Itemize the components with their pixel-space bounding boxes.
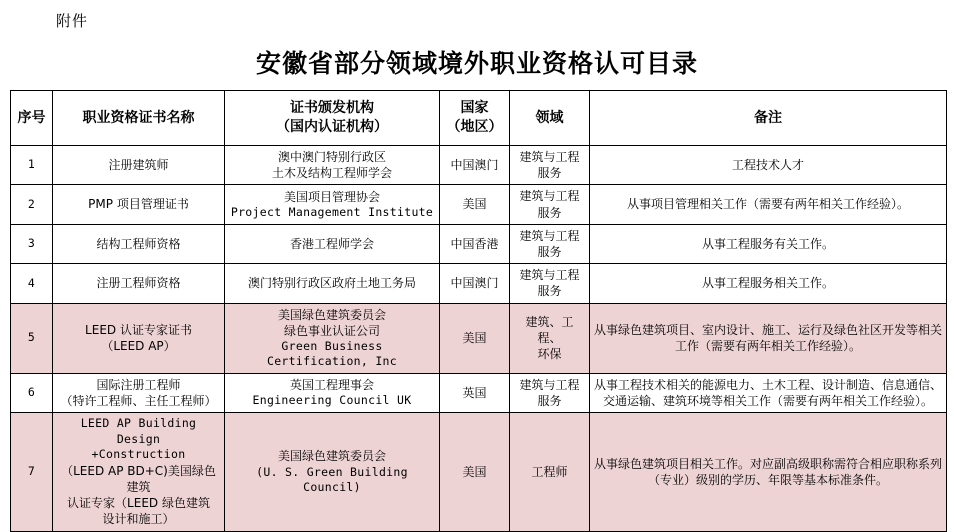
cell-organization: 美国绿色建筑委员会 (U. S. Green Building Council) bbox=[225, 413, 440, 531]
table-row bbox=[11, 146, 947, 185]
cell-certificate: LEED 认证专家证书 （LEED AP） bbox=[53, 303, 225, 373]
cell-certificate: 注册工程师资格 bbox=[53, 264, 225, 303]
cell-index: 6 bbox=[11, 373, 53, 412]
cell-organization: 美国项目管理协会 Project Management Institute bbox=[225, 185, 440, 224]
page-title: 安徽省部分领域境外职业资格认可目录 bbox=[255, 49, 698, 78]
qualification-table bbox=[10, 90, 947, 532]
column-header-field: 领域 bbox=[510, 91, 590, 146]
cell-index: 1 bbox=[11, 146, 53, 185]
cell-organization: 英国工程理事会 Engineering Council UK bbox=[225, 373, 440, 412]
cell-country: 中国澳门 bbox=[440, 146, 510, 185]
cell-country: 中国香港 bbox=[440, 224, 510, 263]
cell-organization: 香港工程师学会 bbox=[225, 224, 440, 263]
column-header-organization: 证书颁发机构 （国内认证机构） bbox=[225, 91, 440, 146]
cell-country: 美国 bbox=[440, 185, 510, 224]
column-header-certificate: 职业资格证书名称 bbox=[53, 91, 225, 146]
table-header bbox=[11, 91, 947, 146]
cell-index: 3 bbox=[11, 224, 53, 263]
cell-note: 从事绿色建筑项目、室内设计、施工、运行及绿色社区开发等相关工作（需要有两年相关工作经验）。 bbox=[590, 303, 947, 373]
table-body bbox=[11, 146, 947, 532]
cell-note: 从事工程服务有关工作。 bbox=[590, 224, 947, 263]
cell-organization: 美国绿色建筑委员会 绿色事业认证公司 Green Business Certification, Inc bbox=[225, 303, 440, 373]
cell-index: 7 bbox=[11, 413, 53, 531]
table-row bbox=[11, 413, 947, 531]
cell-note: 从事绿色建筑项目相关工作。对应副高级职称需符合相应职称系列（专业）级别的学历、年限等基本标准条件。 bbox=[590, 413, 947, 531]
cell-country: 中国澳门 bbox=[440, 264, 510, 303]
cell-note: 工程技术人才 bbox=[590, 146, 947, 185]
cell-certificate: LEED AP Building Design +Construction （LEED AP BD+C)美国绿色建筑 认证专家（LEED 绿色建筑 设计和施工） bbox=[53, 413, 225, 531]
attachment-label: 附件 bbox=[56, 12, 89, 30]
table-row bbox=[11, 264, 947, 303]
column-header-note: 备注 bbox=[590, 91, 947, 146]
column-header-country: 国家 （地区） bbox=[440, 91, 510, 146]
cell-index: 2 bbox=[11, 185, 53, 224]
cell-country: 美国 bbox=[440, 303, 510, 373]
cell-field: 工程师 bbox=[510, 413, 590, 531]
cell-certificate: 结构工程师资格 bbox=[53, 224, 225, 263]
cell-field: 建筑与工程 服务 bbox=[510, 146, 590, 185]
cell-field: 建筑、工程、 环保 bbox=[510, 303, 590, 373]
cell-field: 建筑与工程 服务 bbox=[510, 373, 590, 412]
cell-field: 建筑与工程 服务 bbox=[510, 185, 590, 224]
table-row bbox=[11, 185, 947, 224]
cell-note: 从事工程服务相关工作。 bbox=[590, 264, 947, 303]
cell-organization: 澳门特别行政区政府土地工务局 bbox=[225, 264, 440, 303]
cell-certificate: PMP 项目管理证书 bbox=[53, 185, 225, 224]
cell-field: 建筑与工程 服务 bbox=[510, 264, 590, 303]
cell-organization: 澳中澳门特别行政区 土木及结构工程师学会 bbox=[225, 146, 440, 185]
cell-index: 4 bbox=[11, 264, 53, 303]
cell-country: 英国 bbox=[440, 373, 510, 412]
cell-note: 从事工程技术相关的能源电力、土木工程、设计制造、信息通信、交通运输、建筑环境等相关工作（需要有两年相关工作经验）。 bbox=[590, 373, 947, 412]
column-header-index: 序号 bbox=[11, 91, 53, 146]
cell-index: 5 bbox=[11, 303, 53, 373]
cell-country: 美国 bbox=[440, 413, 510, 531]
table-header-row bbox=[11, 91, 947, 146]
table-row bbox=[11, 303, 947, 373]
table-row bbox=[11, 224, 947, 263]
cell-certificate: 国际注册工程师 （特许工程师、主任工程师） bbox=[53, 373, 225, 412]
table-row bbox=[11, 373, 947, 412]
cell-field: 建筑与工程 服务 bbox=[510, 224, 590, 263]
cell-note: 从事项目管理相关工作（需要有两年相关工作经验）。 bbox=[590, 185, 947, 224]
cell-certificate: 注册建筑师 bbox=[53, 146, 225, 185]
